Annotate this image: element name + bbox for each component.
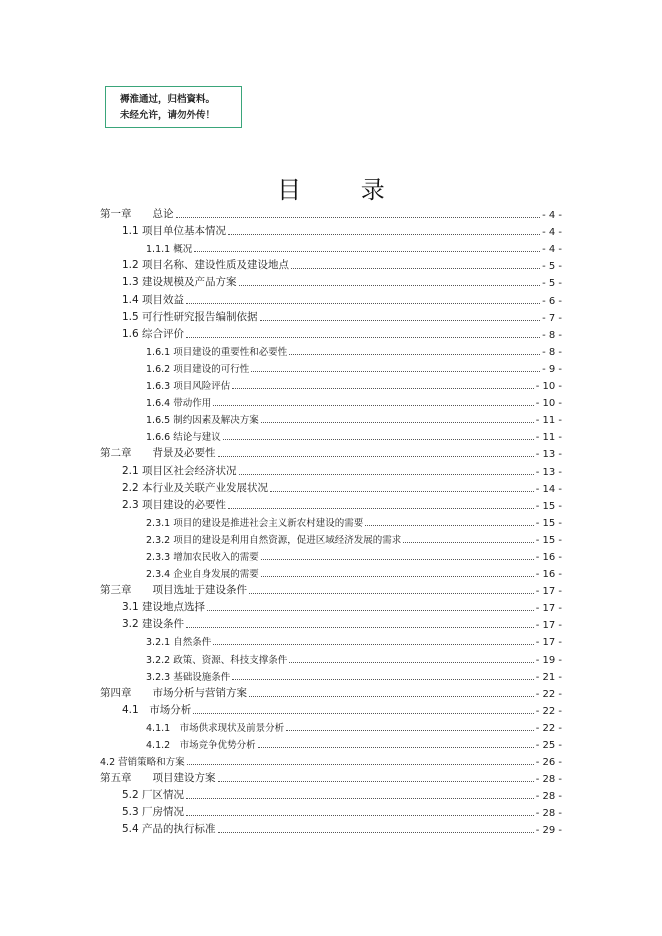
toc-entry[interactable] xyxy=(100,478,562,495)
toc-dot-leader xyxy=(258,747,534,748)
toc-dot-leader xyxy=(186,798,534,799)
toc-page-number: - 22 - xyxy=(535,688,562,700)
toc-page-number: - 11 - xyxy=(535,432,562,444)
toc-page-number: - 4 - xyxy=(542,244,562,256)
toc-entry[interactable] xyxy=(100,700,562,717)
toc-page-number: - 16 - xyxy=(535,569,562,581)
toc-entry[interactable] xyxy=(100,426,562,443)
toc-entry[interactable] xyxy=(100,648,562,665)
toc-entry[interactable] xyxy=(100,751,562,768)
toc-dot-leader xyxy=(261,559,534,560)
notice-line-2: 未经允许，请勿外传！ xyxy=(120,110,216,121)
toc-entry-text: 2.3.2 项目的建设是利用自然资源，促进区域经济发展的需求 xyxy=(146,534,402,546)
toc-page-number: - 8 - xyxy=(542,346,562,358)
toc-dot-leader xyxy=(260,320,541,321)
toc-dot-leader xyxy=(249,696,534,697)
toc-entry[interactable] xyxy=(100,785,562,802)
toc-dot-leader xyxy=(207,610,534,611)
toc-dot-leader xyxy=(270,491,534,492)
toc-dot-leader xyxy=(291,268,540,269)
toc-entry-text: 4.2 营销策略和方案 xyxy=(100,757,185,769)
toc-entry-text: 第五章 项目建设方案 xyxy=(100,772,216,785)
toc-dot-leader xyxy=(223,439,534,440)
toc-dot-leader xyxy=(286,730,534,731)
toc-entry[interactable] xyxy=(100,717,562,734)
toc-page-number: - 29 - xyxy=(535,825,562,837)
toc-entry[interactable] xyxy=(100,272,562,289)
toc-entry[interactable] xyxy=(100,358,562,375)
toc-dot-leader xyxy=(213,405,533,406)
toc-entry[interactable] xyxy=(100,631,562,648)
toc-entry-text: 1.6.1 项目建设的重要性和必要性 xyxy=(146,346,288,358)
toc-dot-leader xyxy=(365,525,533,526)
toc-entry-text: 3.1 建设地点选择 xyxy=(122,601,206,614)
toc-entry-text: 4.1 市场分析 xyxy=(122,703,192,716)
toc-page-number: - 14 - xyxy=(535,483,562,495)
toc-page-number: - 22 - xyxy=(535,722,562,734)
toc-dot-leader xyxy=(261,422,534,423)
notice-line-1: 褥淮通过，归档資料。 xyxy=(120,94,216,105)
toc-entry-text: 1.6.5 制约因素及解决方案 xyxy=(146,415,259,427)
toc-entry-text: 第四章 市场分析与营销方案 xyxy=(100,686,247,699)
toc-entry-text: 3.2.2 政策、资源、科技支撑条件 xyxy=(146,654,288,666)
confidential-notice-box xyxy=(105,86,242,128)
toc-page-number: - 8 - xyxy=(542,329,562,341)
toc-entry-text: 3.2.1 自然条件 xyxy=(146,637,212,649)
toc-entry[interactable] xyxy=(100,238,562,255)
toc-dot-leader xyxy=(232,388,533,389)
toc-page-number: - 28 - xyxy=(535,774,562,786)
toc-page-number: - 13 - xyxy=(535,449,562,461)
toc-entry[interactable] xyxy=(100,443,562,460)
toc-dot-leader xyxy=(239,474,534,475)
toc-page-number: - 28 - xyxy=(535,808,562,820)
toc-entry-text: 1.3 建设规模及产品方案 xyxy=(122,276,237,289)
toc-page-number: - 5 - xyxy=(542,261,562,273)
toc-dot-leader xyxy=(176,217,541,218)
toc-entry-text: 4.1.2 市场竞争优势分析 xyxy=(146,740,256,751)
toc-entry[interactable] xyxy=(100,666,562,683)
toc-entry[interactable] xyxy=(100,375,562,392)
toc-page-number: - 7 - xyxy=(542,312,562,324)
toc-entry-text: 5.2 厂区情况 xyxy=(122,789,185,802)
toc-dot-leader xyxy=(213,644,533,645)
toc-entry[interactable] xyxy=(100,563,562,580)
toc-page-number: - 9 - xyxy=(542,363,562,375)
toc-entry[interactable] xyxy=(100,221,562,238)
toc-page-number: - 13 - xyxy=(535,466,562,478)
toc-page-number: - 25 - xyxy=(535,740,562,751)
toc-page-number: - 15 - xyxy=(535,534,562,546)
toc-page-number: - 21 - xyxy=(535,671,562,683)
toc-page-number: - 10 - xyxy=(535,398,562,410)
toc-page-number: - 22 - xyxy=(535,705,562,717)
toc-dot-leader xyxy=(289,662,533,663)
toc-entry-text: 2.3 项目建设的必要性 xyxy=(122,498,227,511)
toc-dot-leader xyxy=(228,234,540,235)
toc-dot-leader xyxy=(218,456,534,457)
toc-entry-text: 第一章 总论 xyxy=(100,208,174,221)
toc-dot-leader xyxy=(186,815,534,816)
toc-page-number: - 17 - xyxy=(535,637,562,649)
toc-dot-leader xyxy=(251,371,540,372)
toc-page-number: - 17 - xyxy=(535,620,562,632)
toc-entry-text: 5.3 厂房情况 xyxy=(122,806,185,819)
toc-entry-text: 第三章 项目选址于建设条件 xyxy=(100,584,247,597)
toc-entry[interactable] xyxy=(100,529,562,546)
toc-page-number: - 10 - xyxy=(535,381,562,393)
toc-entry[interactable] xyxy=(100,580,562,597)
toc-entry-text: 1.1 项目单位基本情况 xyxy=(122,225,227,238)
toc-entry[interactable] xyxy=(100,734,562,751)
toc-page-number: - 26 - xyxy=(535,757,562,769)
toc-entry[interactable] xyxy=(100,683,562,700)
toc-title: 目 录 xyxy=(277,176,411,204)
toc-page-number: - 4 - xyxy=(542,227,562,239)
toc-entry-text: 第二章 背景及必要性 xyxy=(100,447,216,460)
toc-entry-text: 4.1.1 市场供求现状及前景分析 xyxy=(146,722,285,734)
toc-entry-text: 3.2.3 基础设施条件 xyxy=(146,671,231,683)
toc-entry-text: 5.4 产品的执行标准 xyxy=(122,823,216,836)
toc-dot-leader xyxy=(261,576,534,577)
toc-entry-text: 2.3.4 企业自身发展的需要 xyxy=(146,569,259,581)
toc-page-number: - 28 - xyxy=(535,791,562,803)
toc-page-number: - 6 - xyxy=(542,295,562,307)
toc-dot-leader xyxy=(239,285,541,286)
toc-dot-leader xyxy=(403,542,533,543)
toc-entry-text: 1.6 综合评价 xyxy=(122,327,185,340)
toc-dot-leader xyxy=(186,303,540,304)
toc-dot-leader xyxy=(186,337,540,338)
toc-entry-text: 2.1 项目区社会经济状况 xyxy=(122,464,237,477)
toc-entry[interactable] xyxy=(100,307,562,324)
toc-entry-text: 2.3.1 项目的建设是推进社会主义新农村建设的需要 xyxy=(146,517,364,529)
toc-entry[interactable] xyxy=(100,597,562,614)
toc-entry-text: 2.3.3 增加农民收入的需要 xyxy=(146,551,259,563)
toc-dot-leader xyxy=(218,781,534,782)
toc-entry-text: 1.6.3 项目风险评估 xyxy=(146,381,231,393)
toc-entry-text: 1.6.2 项目建设的可行性 xyxy=(146,363,250,375)
toc-page-number: - 5 - xyxy=(542,278,562,290)
toc-entry-text: 1.1.1 概况 xyxy=(146,244,193,256)
toc-dot-leader xyxy=(232,679,533,680)
toc-entry[interactable] xyxy=(100,324,562,341)
toc-entry[interactable] xyxy=(100,255,562,272)
toc-page-number: - 17 - xyxy=(535,603,562,615)
toc-page-number: - 15 - xyxy=(535,500,562,512)
toc-entry[interactable] xyxy=(100,546,562,563)
toc-entry[interactable] xyxy=(100,512,562,529)
toc-page-number: - 19 - xyxy=(535,654,562,666)
toc-page-number: - 11 - xyxy=(535,415,562,427)
toc-entry[interactable] xyxy=(100,614,562,631)
toc-entry-text: 1.4 项目效益 xyxy=(122,293,185,306)
toc-page-number: - 16 - xyxy=(535,551,562,563)
toc-entry[interactable] xyxy=(100,495,562,512)
toc-dot-leader xyxy=(218,832,534,833)
toc-entry[interactable] xyxy=(100,819,562,836)
toc-dot-leader xyxy=(186,627,534,628)
toc-entry[interactable] xyxy=(100,409,562,426)
toc-entry[interactable] xyxy=(100,802,562,819)
toc-dot-leader xyxy=(193,713,533,714)
toc-entry[interactable] xyxy=(100,341,562,358)
toc-entry-text: 1.6.6 结论与建议 xyxy=(146,432,221,444)
toc-entry[interactable] xyxy=(100,392,562,409)
toc-entry-text: 3.2 建设条件 xyxy=(122,618,185,631)
toc-entry-text: 1.6.4 带动作用 xyxy=(146,398,212,410)
toc-entry[interactable] xyxy=(100,768,562,785)
toc-dot-leader xyxy=(249,593,534,594)
toc-entry[interactable] xyxy=(100,460,562,477)
toc-entry[interactable] xyxy=(100,204,562,221)
toc-dot-leader xyxy=(289,354,540,355)
toc-page-number: - 15 - xyxy=(535,517,562,529)
toc-dot-leader xyxy=(187,764,534,765)
table-of-contents xyxy=(100,204,562,836)
toc-entry-text: 1.2 项目名称、建设性质及建设地点 xyxy=(122,259,290,272)
toc-entry-text: 1.5 可行性研究报告编制依据 xyxy=(122,310,258,323)
toc-dot-leader xyxy=(228,508,534,509)
toc-page-number: - 4 - xyxy=(542,210,562,222)
toc-page-number: - 17 - xyxy=(535,586,562,598)
toc-dot-leader xyxy=(194,251,540,252)
toc-entry-text: 2.2 本行业及关联产业发展状况 xyxy=(122,481,269,494)
toc-entry[interactable] xyxy=(100,289,562,306)
